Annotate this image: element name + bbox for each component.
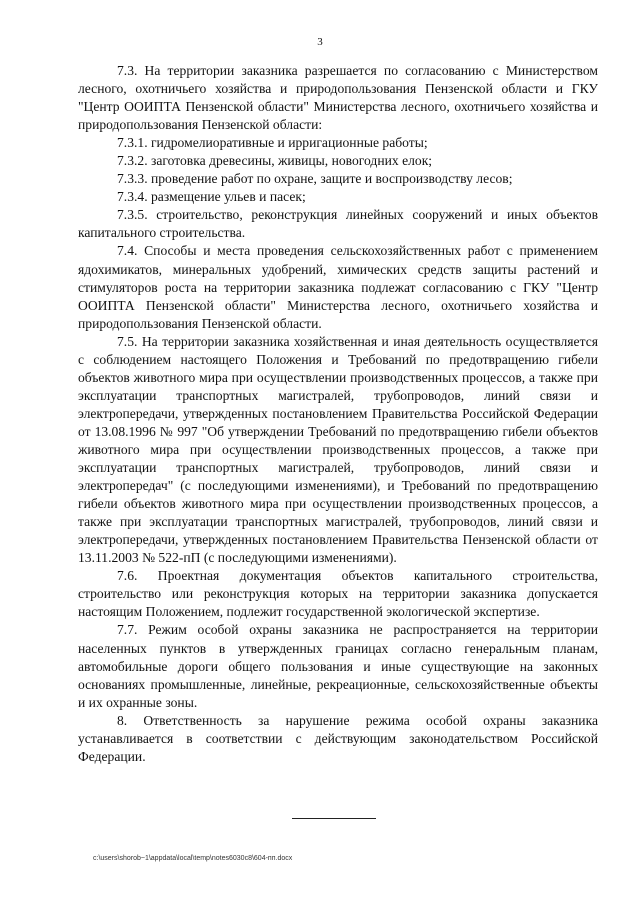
page-number: 3 bbox=[317, 36, 323, 48]
paragraph-7-3-1: 7.3.1. гидромелиоративные и ирригационные работы; bbox=[117, 135, 428, 151]
end-divider-line bbox=[292, 818, 376, 819]
paragraph-8: 8. Ответственность за нарушение режима особой охраны заказника устанавливается в соответствии с действующим законодательством Российской Федерации. bbox=[78, 712, 598, 764]
paragraph-7-3-4: 7.3.4. размещение ульев и пасек; bbox=[117, 189, 306, 205]
paragraph-7-5: 7.5. На территории заказника хозяйственная и иная деятельность осуществляется с соблюдением настоящего Положения и Требований по предотвращению гибели объектов животного мира при осуществлении производственных процессов, а также при эксплуатации транспортных магистралей, трубопроводов, линий связи и электропередачи, утвержденных постановлением Правительства Российской Федерации от 13.08.1996 № 997 "Об утверждении Требований по предотвращению гибели объектов животного мира при осуществлении производственных процессов, а также при эксплуатации транспортных магистралей, трубопроводов, линий связи и электропередач" (с последующими изменениями), и Требований по предотвращению гибели объектов животного мира при осуществлении производственных процессов, а также при эксплуатации транспортных магистралей, трубопроводов, линий связи и электропередачи, утвержденных постановлением Правительства Пензенской области от 13.11.2003 № 522-пП (с последующими изменениями). bbox=[78, 333, 598, 566]
footer-file-path: c:\users\shorob~1\appdata\local\temp\notes6030c8\604-пп.docx bbox=[93, 855, 293, 862]
paragraph-7-4: 7.4. Способы и места проведения сельскохозяйственных работ с применением ядохимикатов, минеральных удобрений, химических средств защиты растений и стимуляторов роста на территории заказника подлежат согласованию с ГКУ "Центр ООИПТА Пензенской области" Министерства лесного, охотничьего хозяйства и природопользования Пензенской области. bbox=[78, 243, 598, 331]
paragraph-7-3-5: 7.3.5. строительство, реконструкция линейных сооружений и иных объектов капитального строительства. bbox=[78, 207, 598, 241]
document-body bbox=[78, 62, 598, 766]
paragraph-7-3: 7.3. На территории заказника разрешается по согласованию с Министерством лесного, охотничьего хозяйства и природопользования Пензенской области и ГКУ "Центр ООИПТА Пензенской области" Министерства лесного, охотничьего хозяйства и природопользования Пензенской области: bbox=[78, 63, 598, 133]
paragraph-7-6: 7.6. Проектная документация объектов капитального строительства, строительство или реконструкция которых на территории заказника допускается настоящим Положением, подлежит государственной экологической экспертизе. bbox=[78, 568, 598, 620]
paragraph-7-7: 7.7. Режим особой охраны заказника не распространяется на территории населенных пунктов в утвержденных границах согласно генеральным планам, автомобильные дороги общего пользования и иные существующие на законных основаниях промышленные, линейные, рекреационные, сельскохозяйственные объекты и их охранные зоны. bbox=[78, 622, 598, 710]
paragraph-7-3-3: 7.3.3. проведение работ по охране, защите и воспроизводству лесов; bbox=[117, 171, 513, 187]
paragraph-7-3-2: 7.3.2. заготовка древесины, живицы, новогодних елок; bbox=[117, 153, 433, 169]
